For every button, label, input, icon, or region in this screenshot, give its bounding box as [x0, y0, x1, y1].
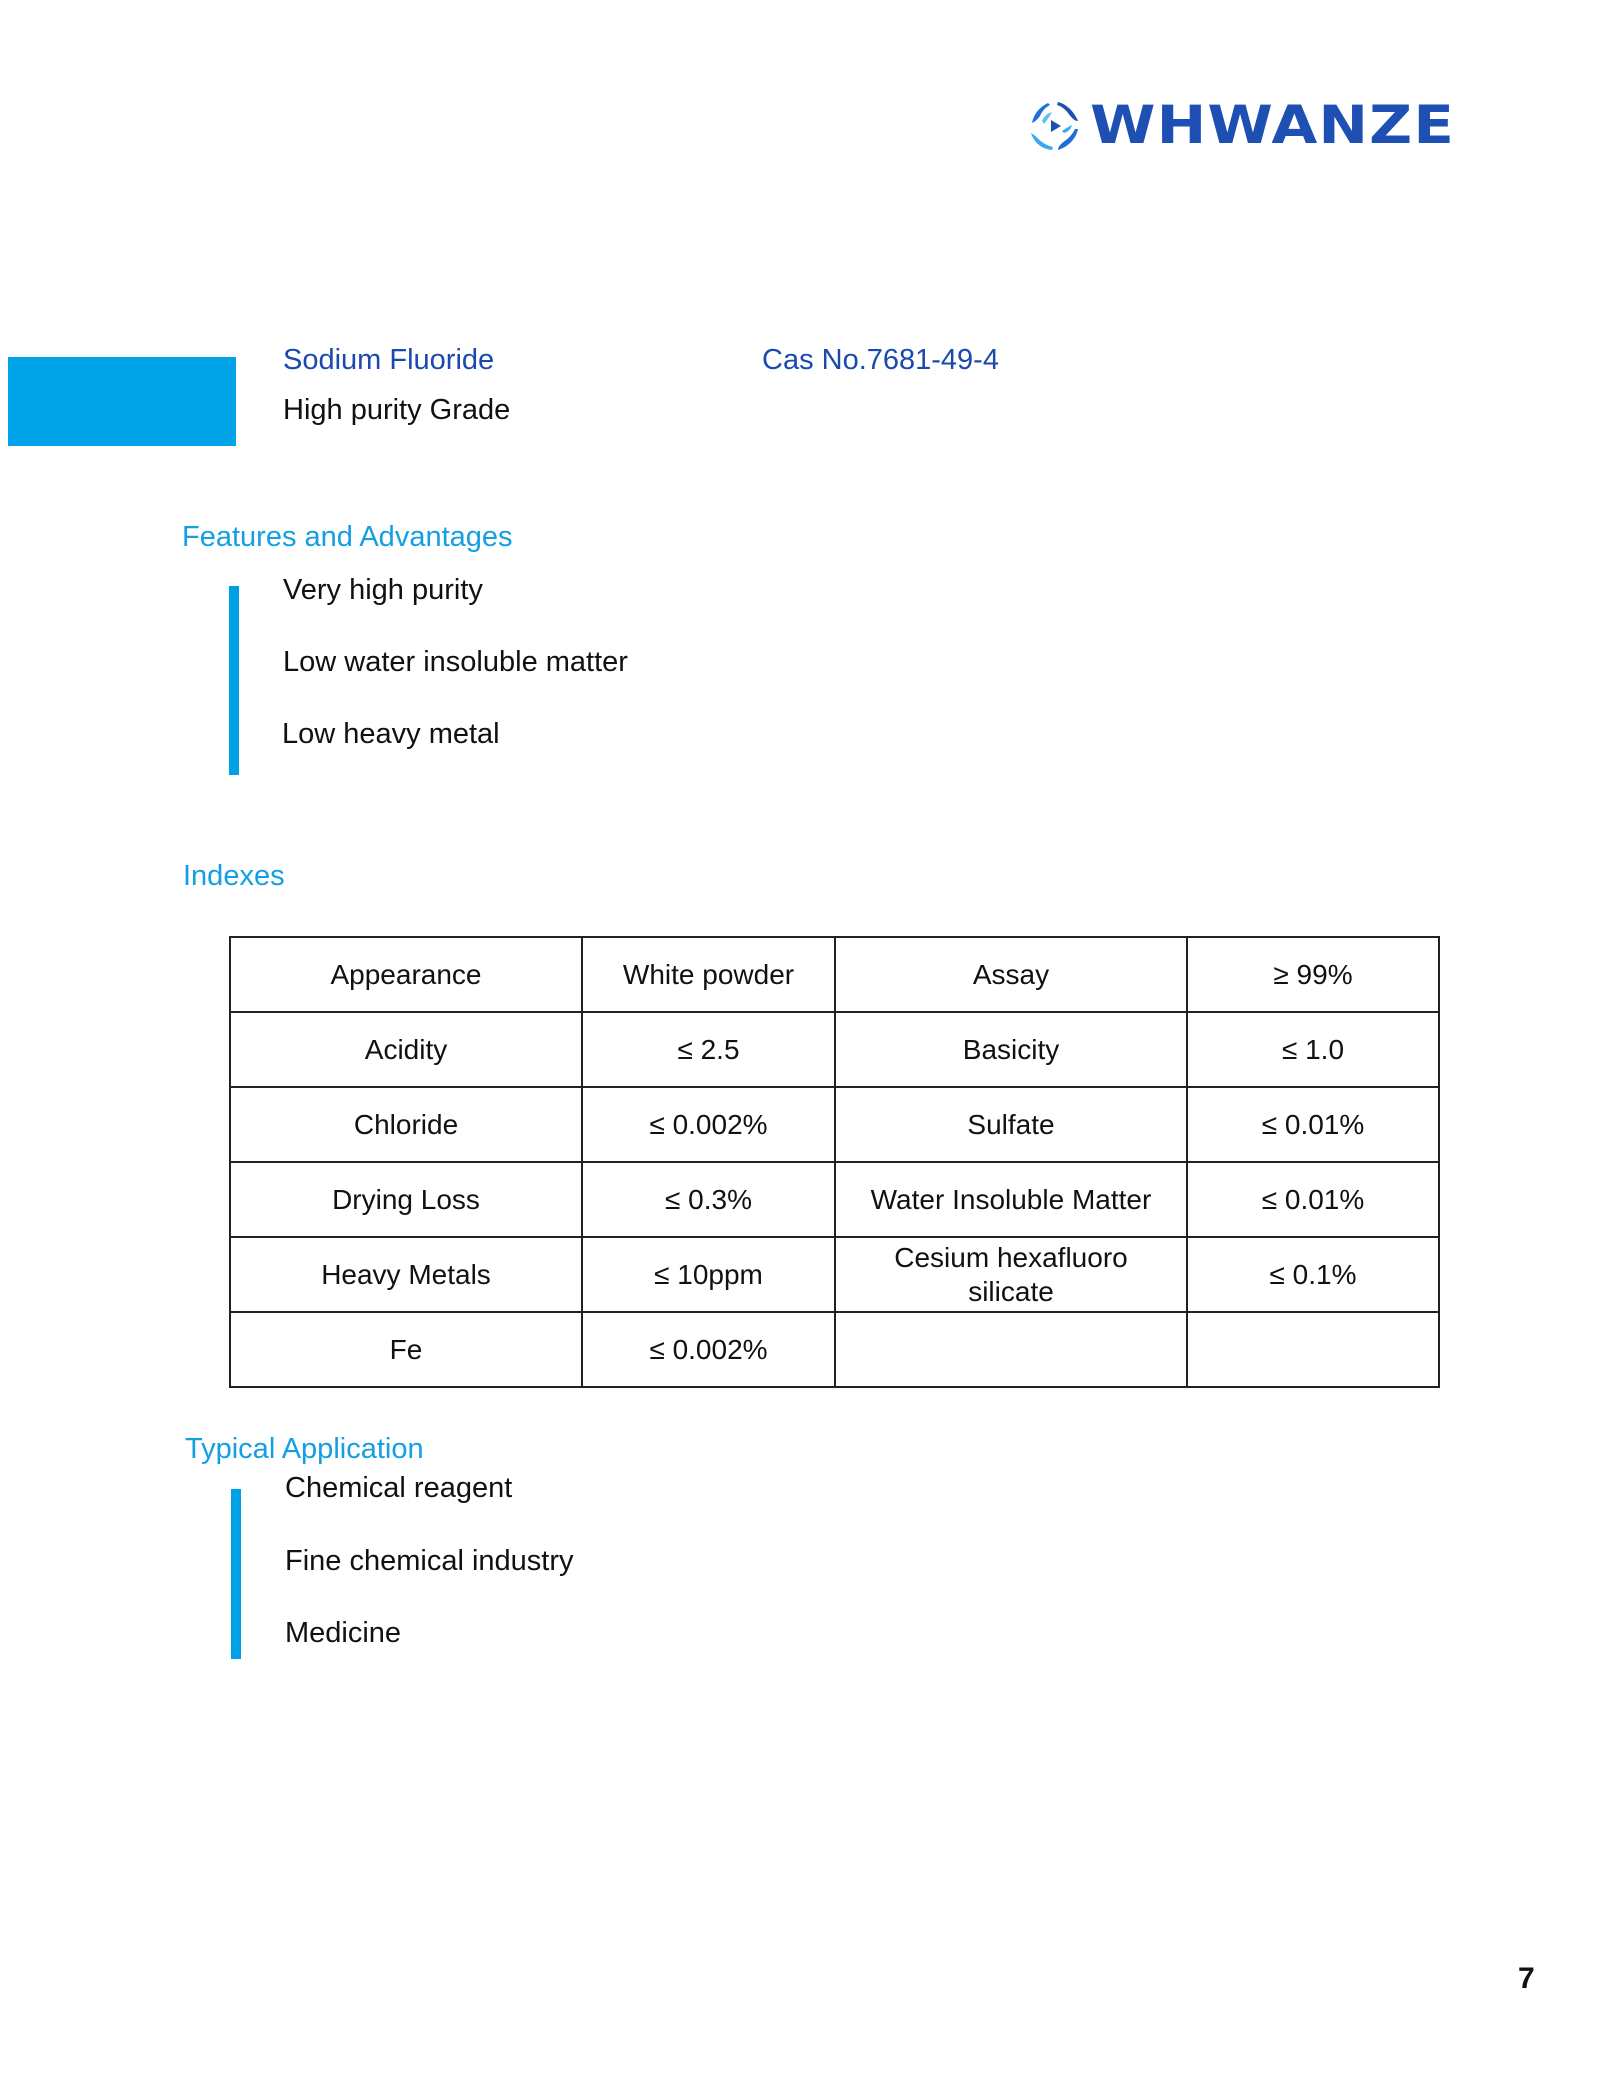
table-row [230, 1312, 1439, 1387]
table-cell: ≤ 2.5 [582, 1012, 835, 1087]
table-cell: Appearance [230, 937, 582, 1012]
table-row [230, 1087, 1439, 1162]
indexes-heading: Indexes [183, 860, 285, 892]
brand-logo [1028, 95, 1456, 156]
table-cell: ≤ 0.01% [1187, 1087, 1439, 1162]
table-cell: Acidity [230, 1012, 582, 1087]
table-cell: ≤ 0.1% [1187, 1237, 1439, 1312]
table-cell [1187, 1312, 1439, 1387]
indexes-table [229, 936, 1440, 1388]
feature-item: Low heavy metal [282, 718, 500, 750]
cas-number: Cas No.7681-49-4 [762, 344, 999, 376]
table-row [230, 1012, 1439, 1087]
table-cell: Drying Loss [230, 1162, 582, 1237]
application-item: Fine chemical industry [285, 1545, 574, 1577]
table-cell: Chloride [230, 1087, 582, 1162]
applications-accent-bar [231, 1489, 241, 1659]
table-cell: ≤ 1.0 [1187, 1012, 1439, 1087]
application-item: Medicine [285, 1617, 402, 1649]
table-cell: Sulfate [835, 1087, 1187, 1162]
feature-item: Very high purity [283, 574, 483, 606]
logo-text: WHWANZE [1090, 95, 1456, 156]
features-accent-bar [229, 586, 239, 775]
table-cell: ≤ 0.002% [582, 1087, 835, 1162]
logo-swirl-icon [1028, 99, 1082, 153]
applications-heading: Typical Application [185, 1433, 424, 1465]
page-number: 7 [1518, 1962, 1535, 1995]
table-row [230, 937, 1439, 1012]
application-item: Chemical reagent [285, 1472, 513, 1504]
table-cell: Cesium hexafluoro silicate [835, 1237, 1187, 1312]
product-name: Sodium Fluoride [283, 344, 495, 376]
header-accent-block [8, 357, 236, 446]
table-cell: ≤ 0.002% [582, 1312, 835, 1387]
feature-item: Low water insoluble matter [283, 646, 628, 678]
features-heading: Features and Advantages [182, 521, 513, 553]
table-cell: Water Insoluble Matter [835, 1162, 1187, 1237]
table-cell: ≤ 0.01% [1187, 1162, 1439, 1237]
table-cell: Heavy Metals [230, 1237, 582, 1312]
table-row [230, 1162, 1439, 1237]
table-cell: Assay [835, 937, 1187, 1012]
table-row [230, 1237, 1439, 1312]
table-cell [835, 1312, 1187, 1387]
table-cell: ≤ 10ppm [582, 1237, 835, 1312]
table-cell: Basicity [835, 1012, 1187, 1087]
table-cell: White powder [582, 937, 835, 1012]
table-cell: Fe [230, 1312, 582, 1387]
table-cell: ≤ 0.3% [582, 1162, 835, 1237]
product-grade: High purity Grade [283, 394, 511, 426]
table-cell: ≥ 99% [1187, 937, 1439, 1012]
